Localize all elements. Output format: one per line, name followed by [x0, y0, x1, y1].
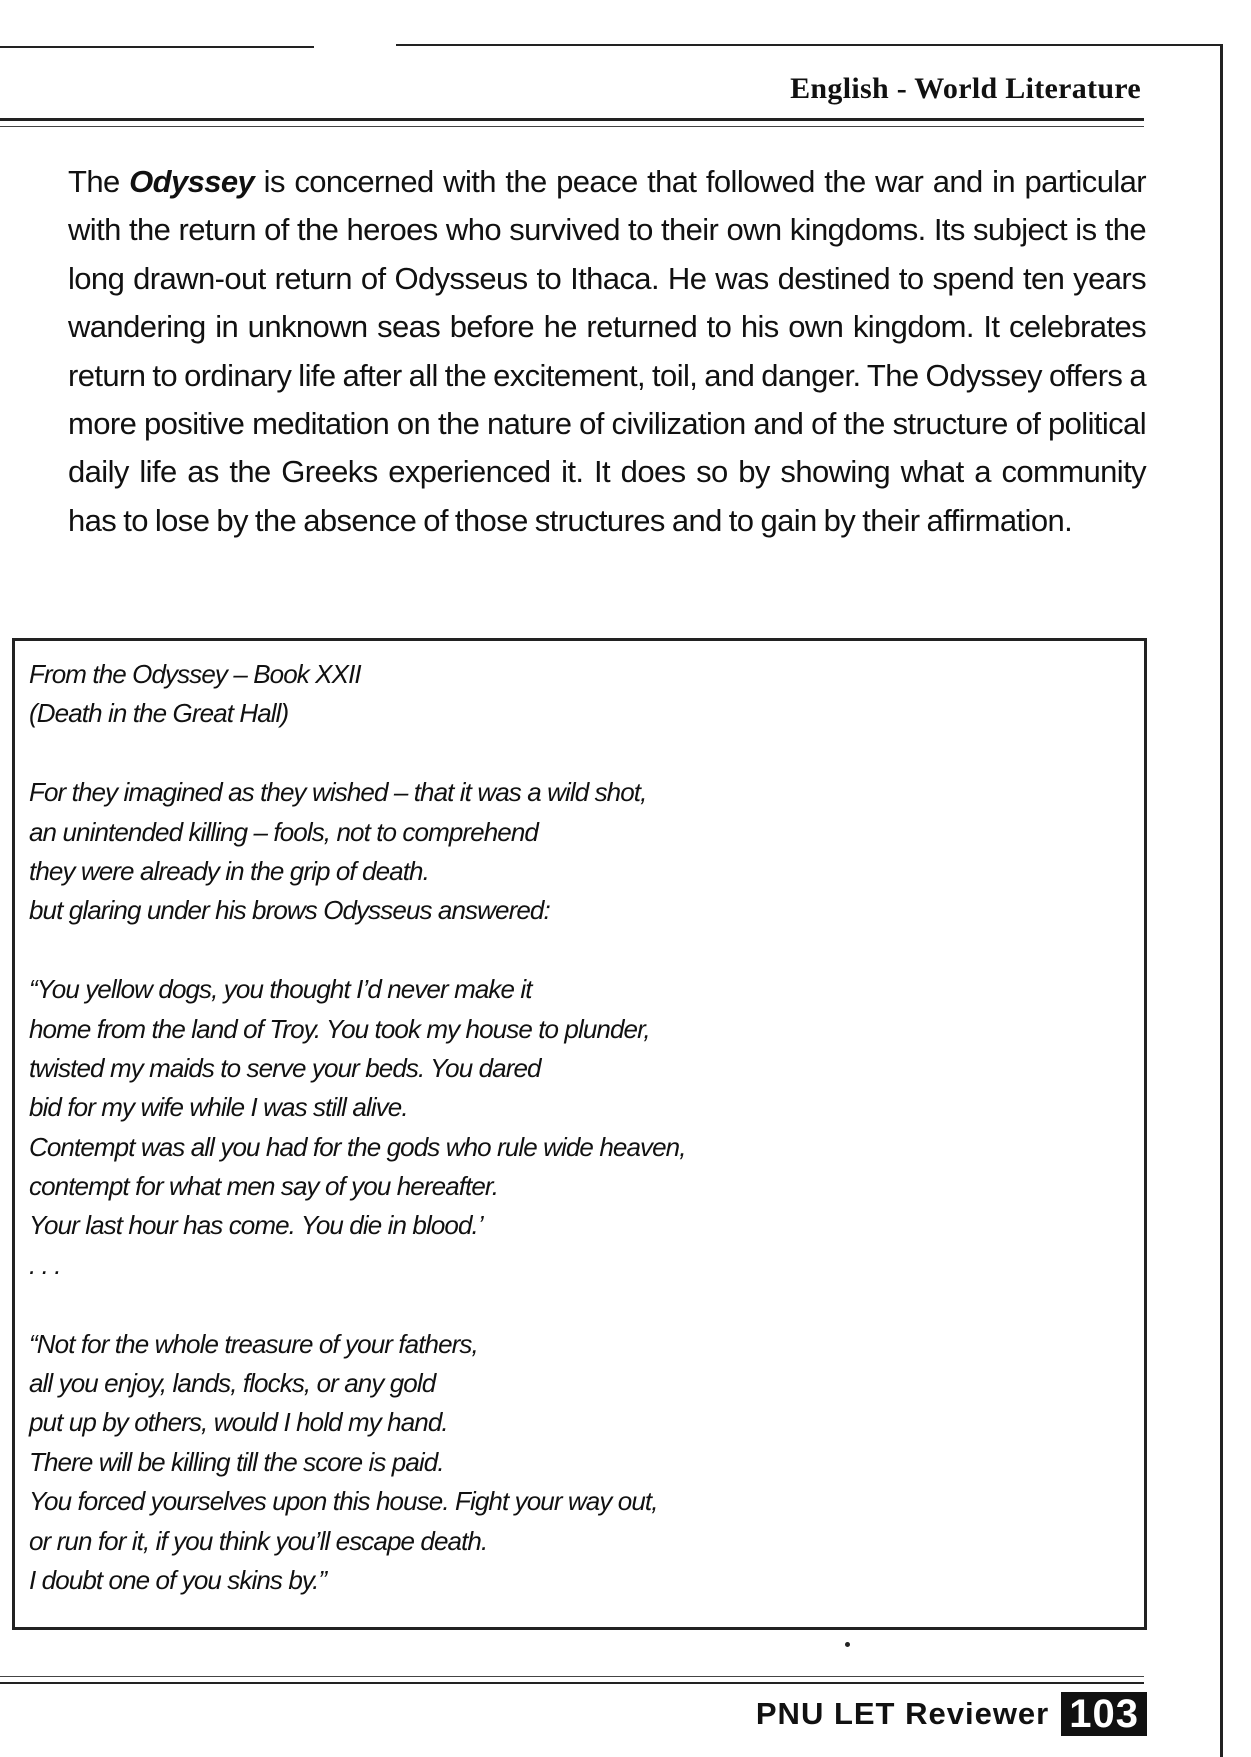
- excerpt-line: or run for it, if you think you’ll escape death.: [29, 1525, 488, 1556]
- excerpt-line: For they imagined as they wished – that it was a wild shot,: [29, 777, 647, 808]
- scan-speck: [845, 1642, 850, 1647]
- footer-rule: [0, 1682, 1144, 1684]
- excerpt-line: There will be killing till the score is paid.: [29, 1446, 444, 1477]
- excerpt-line: an unintended killing – fools, not to comprehend: [29, 816, 538, 847]
- excerpt-subtitle: (Death in the Great Hall): [29, 698, 289, 729]
- excerpt-box: [12, 638, 1147, 1630]
- excerpt-line: “Not for the whole treasure of your fathers,: [29, 1328, 478, 1359]
- intro-body: is concerned with the peace that followed the war and in particular with the return of the heroes who survived to their own kingdoms. Its subject is the long drawn-out return of Odysseus to Ithaca. He was destined to spend ten years wandering in unknown seas before he returned to his own kingdom. It celebrates return to ordinary life after all the excitement, toil, and danger. The Odyssey offers a more positive meditation on the nature of civilization and of the structure of political daily life as the Greeks experienced it. It does so by showing what a community has to lose by the absence of those structures and to gain by their affirmation.: [68, 164, 1146, 538]
- excerpt-line: You forced yourselves upon this house. Fight your way out,: [29, 1486, 658, 1517]
- excerpt-line: contempt for what men say of you hereafter.: [29, 1171, 499, 1202]
- excerpt-line: home from the land of Troy. You took my house to plunder,: [29, 1013, 650, 1044]
- intro-paragraph: [68, 158, 1146, 545]
- excerpt-blank-line: [29, 931, 1144, 970]
- excerpt-line: “You yellow dogs, you thought I’d never make it: [29, 974, 532, 1005]
- footer-rule-thin: [0, 1676, 1144, 1677]
- header-rule: [0, 118, 1144, 121]
- top-rule-left: [0, 46, 314, 48]
- excerpt-line: all you enjoy, lands, flocks, or any gold: [29, 1368, 436, 1399]
- footer-book-title: PNU LET Reviewer: [755, 1696, 1050, 1731]
- excerpt-blank-line: [29, 1285, 1144, 1324]
- excerpt-line: put up by others, would I hold my hand.: [29, 1407, 448, 1438]
- excerpt-blank-line: [29, 734, 1144, 773]
- header-rule-thin: [0, 126, 1144, 127]
- page-number-badge: 103: [1061, 1692, 1147, 1736]
- excerpt-line: they were already in the grip of death.: [29, 855, 429, 886]
- excerpt-ellipsis: . . .: [29, 1249, 61, 1280]
- excerpt-line: bid for my wife while I was still alive.: [29, 1092, 408, 1123]
- excerpt-line: Contempt was all you had for the gods who rule wide heaven,: [29, 1131, 686, 1162]
- running-header: English - World Literature: [790, 72, 1141, 105]
- intro-lead: The: [68, 164, 130, 199]
- excerpt-line: twisted my maids to serve your beds. You dared: [29, 1052, 541, 1083]
- top-rule-right: [396, 44, 1220, 46]
- excerpt-line: but glaring under his brows Odysseus answered:: [29, 895, 550, 926]
- excerpt-line: Your last hour has come. You die in blood.’: [29, 1210, 483, 1241]
- excerpt-source: From the Odyssey – Book XXII: [29, 659, 361, 689]
- intro-emphasis-title: Odyssey: [129, 164, 255, 199]
- excerpt-line: I doubt one of you skins by.”: [29, 1564, 327, 1595]
- page-footer: [756, 1692, 1147, 1736]
- page-right-edge: [1220, 44, 1223, 1757]
